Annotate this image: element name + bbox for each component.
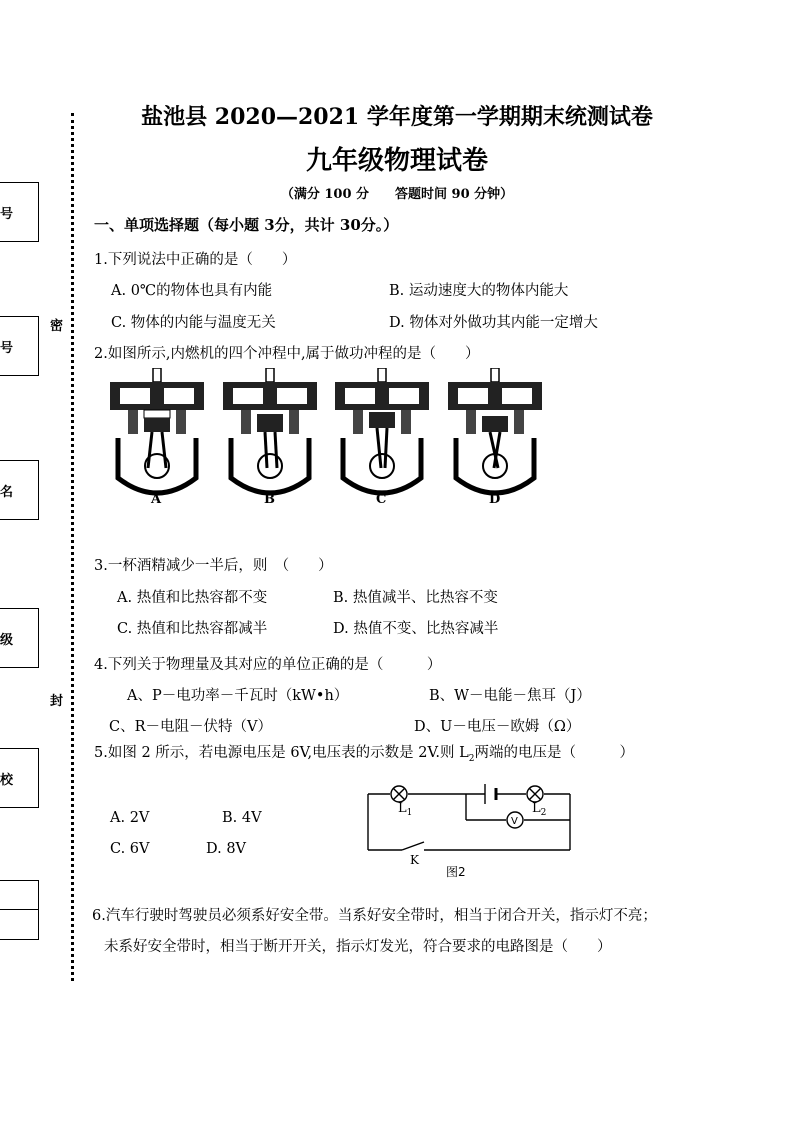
q5-option-a: A. 2V [110,810,150,826]
q5-option-c: C. 6V [110,841,150,857]
q5-option-b: B. 4V [222,810,262,826]
binding-dotted-line [71,113,74,981]
exam-number-box[interactable] [0,316,39,376]
blank-box[interactable] [0,880,39,940]
class-box[interactable] [0,608,39,668]
q3-option-a: A. 热值和比热容都不变 [117,590,268,606]
student-id-label: 号 [0,207,14,222]
engine-figure-c [333,368,431,508]
q4-option-b: B、W－电能－焦耳（J） [429,688,591,704]
question-6-line-1: 6.汽车行驶时驾驶员必须系好安全带。当系好安全带时，相当于闭合开关，指示灯不亮； [92,908,657,924]
school-label: 校 [0,773,14,788]
question-4-stem: 4.下列关于物理量及其对应的单位正确的是（ ） [94,657,442,673]
engine-label-b: B [264,492,275,507]
engine-label-c: C [376,492,387,507]
q3-option-b: B. 热值减半、比热容不变 [333,590,498,606]
q4-option-a: A、P－电功率－千瓦时（kW•h） [127,688,349,704]
q5-option-d: D. 8V [206,841,247,857]
q3-option-d: D. 热值不变、比热容减半 [333,621,499,637]
lamp-l2-label: $L_2$ [532,801,547,818]
name-box[interactable] [0,460,39,520]
engine-figure-d [446,368,544,508]
question-3-stem: 3.一杯酒精减少一半后，则 （ ） [94,558,333,574]
section-heading: 一、单项选择题（每小题 3分，共计 30分。） [94,216,399,234]
question-5-stem [94,741,634,764]
seal-char-feng: 封 [50,694,64,709]
q1-option-a: A. 0℃的物体也具有内能 [111,283,273,299]
circuit-diagram-fig2 [360,776,580,880]
q5-stem-sub: 2 [468,753,475,764]
engine-label-a: A [151,492,162,507]
voltmeter-label: V [511,816,518,827]
seal-char-mi: 密 [50,319,64,334]
engine-figure-b [221,368,319,508]
lamp-l1-label: $L_1$ [398,801,413,818]
school-box[interactable] [0,748,39,808]
exam-note: （满分 100 分 答题时间 90 分钟） [280,187,514,202]
figure-2-caption: 图2 [446,865,466,879]
subject-title: 九年级物理试卷 [305,146,488,176]
engine-label-d: D [489,492,501,507]
q1-option-d: D. 物体对外做功其内能一定增大 [389,315,598,331]
switch-label: K [410,853,419,867]
exam-title: 盐池县 2020—2021 学年度第一学期期末统测试卷 [141,104,653,130]
q4-option-d: D、U－电压－欧姆（Ω） [414,719,581,735]
q1-option-c: C. 物体的内能与温度无关 [111,315,276,331]
blank-box-divider [0,909,38,910]
name-label: 名 [0,485,14,500]
question-1-stem: 1.下列说法中正确的是（ ） [94,252,297,268]
q5-stem-pre: 5.如图 2 所示，若电源电压是 6V,电压表的示数是 2V.则 L [94,745,469,761]
class-label: 级 [0,633,14,648]
question-6-line-2: 未系好安全带时，相当于断开开关，指示灯发光，符合要求的电路图是（ ） [104,939,612,955]
question-2-stem: 2.如图所示,内燃机的四个冲程中,属于做功冲程的是（ ） [94,346,480,362]
q4-option-c: C、R－电阻－伏特（V） [109,719,272,735]
q5-stem-post: 两端的电压是（ ） [474,745,635,761]
q3-option-c: C. 热值和比热容都减半 [117,621,268,637]
q1-option-b: B. 运动速度大的物体内能大 [389,283,569,299]
engine-figure-a [108,368,206,508]
exam-number-label: 号 [0,341,14,356]
